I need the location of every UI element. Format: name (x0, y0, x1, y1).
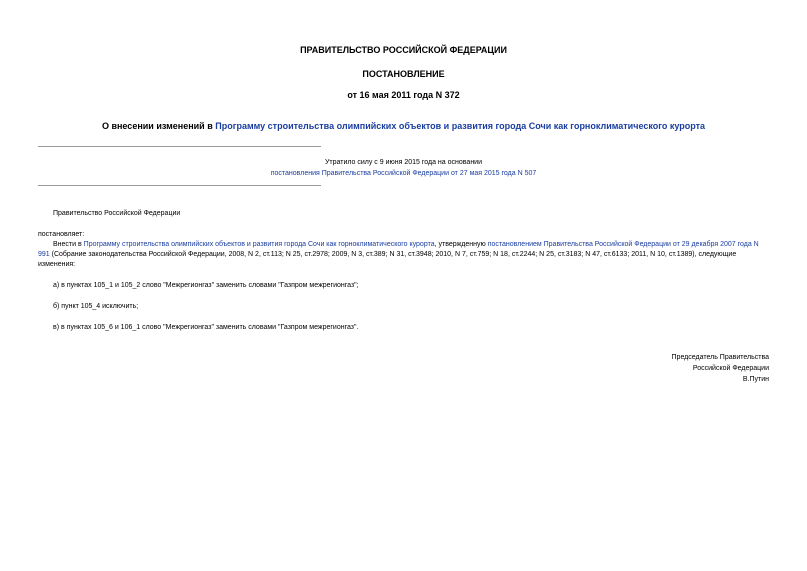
government-line: Правительство Российской Федерации (53, 210, 181, 217)
expired-basis-link[interactable]: постановления Правительства Российской Федерации от 27 мая 2015 года N 507 (270, 170, 537, 177)
org-title: ПРАВИТЕЛЬСТВО РОССИЙСКОЙ ФЕДЕРАЦИИ (300, 45, 507, 55)
decree-2007-link[interactable]: постановлением Правительства Российской Федерации от 29 декабря 2007 года N 991 (38, 241, 759, 258)
decree-word: постановляет: (38, 231, 85, 238)
change-item-b: б) пункт 105_4 исключить; (53, 303, 139, 310)
expired-note: Утратило силу с 9 июня 2015 года на основании (324, 159, 483, 166)
document-subject (0, 121, 807, 131)
subject-program-link[interactable]: Программу строительства олимпийских объектов и развития города Сочи как горноклиматического курорта (215, 121, 706, 131)
divider-bottom (38, 185, 321, 186)
document-date: от 16 мая 2011 года N 372 (347, 90, 460, 100)
change-item-c: в) в пунктах 105_6 и 106_1 слово "Межрегионгаз" заменить словами "Газпром межрегионгаз". (53, 324, 359, 331)
change-item-a: а) в пунктах 105_1 и 105_2 слово "Межрегионгаз" заменить словами "Газпром межрегионгаз"; (53, 282, 359, 289)
paragraph-start: Внести в (53, 241, 84, 248)
subject-prefix: О внесении изменений в (101, 121, 216, 131)
program-link[interactable]: Программу строительства олимпийских объектов и развития города Сочи как горноклиматического курорта (83, 241, 435, 248)
document-type: ПОСТАНОВЛЕНИЕ (362, 69, 445, 79)
signatory-organization: Российской Федерации (692, 365, 769, 372)
signatory-position: Председатель Правительства (671, 354, 769, 361)
paragraph-mid: , утвержденную (434, 241, 488, 248)
signatory-name: В.Путин (742, 376, 769, 383)
divider-top (38, 146, 321, 147)
paragraph-end: (Собрание законодательства Российской Федерации, 2008, N 2, ст.113; N 25, ст.2978; 2009, N 3, ст.389; N 31, ст.3948; 2010, N 7, ст.759; N 18, ст.2244; N 25, ст.3183; N 47, ст.6133; 2011, N 10, ст.1389), следующие изменения: (38, 251, 737, 268)
main-paragraph (38, 240, 772, 270)
